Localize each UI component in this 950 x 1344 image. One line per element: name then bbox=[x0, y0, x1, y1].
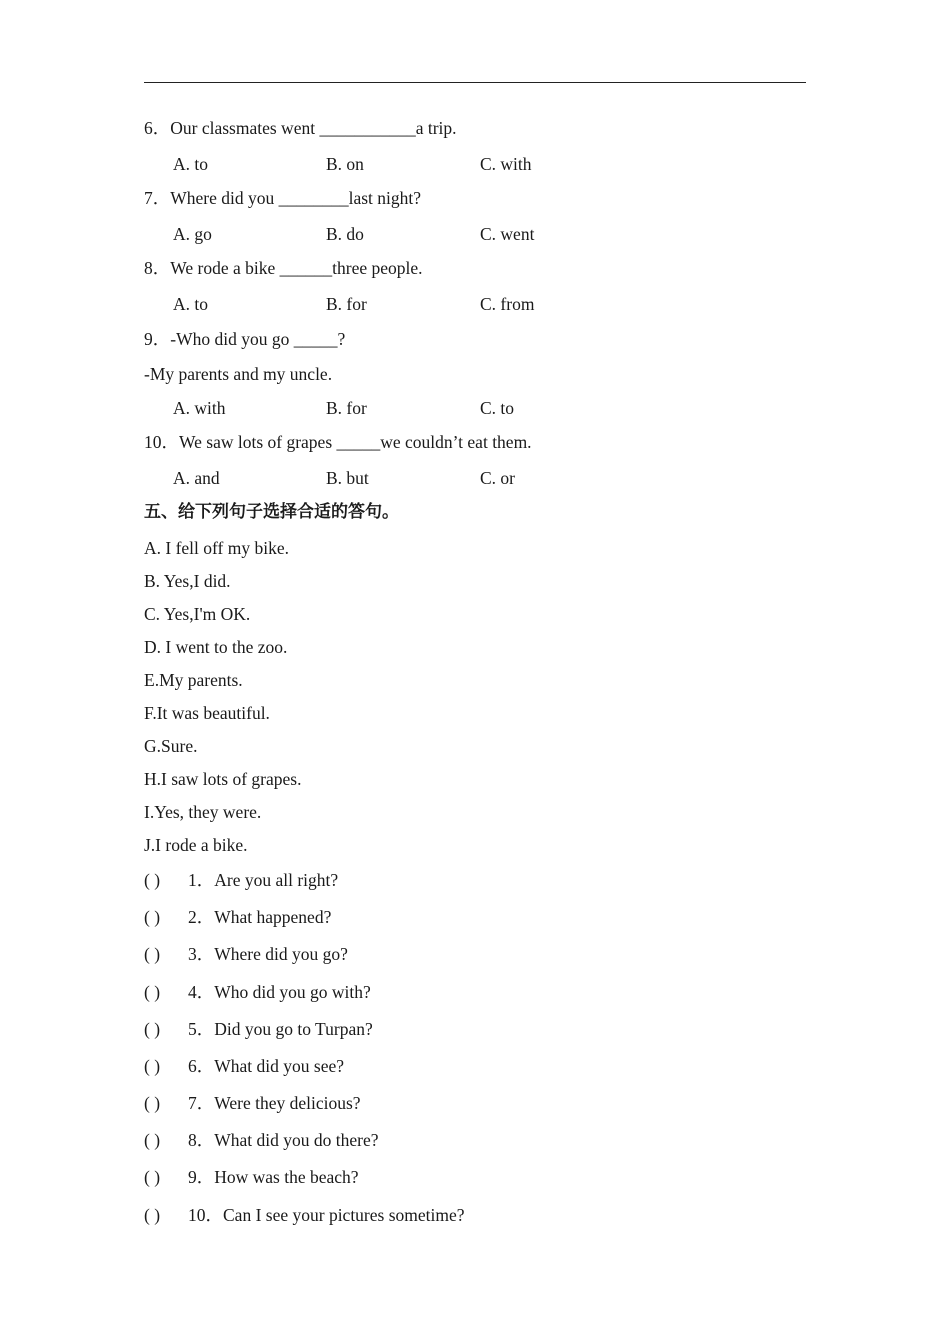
question-9-stem: 9．-Who did you go _____? bbox=[144, 329, 346, 349]
answer-option-i: I.Yes, they were. bbox=[144, 802, 262, 822]
question-10-option-b: B. but bbox=[326, 468, 369, 488]
answer-blank-5[interactable]: ( ) bbox=[144, 1019, 161, 1039]
answer-blank-3[interactable]: ( ) bbox=[144, 944, 161, 964]
answer-option-h: H.I saw lots of grapes. bbox=[144, 769, 302, 789]
answer-blank-7[interactable]: ( ) bbox=[144, 1093, 161, 1113]
match-question-2: 2．What happened? bbox=[188, 907, 332, 927]
question-6-option-b: B. on bbox=[326, 154, 364, 174]
question-10-option-a: A. and bbox=[173, 468, 220, 488]
match-question-6: 6．What did you see? bbox=[188, 1056, 344, 1076]
answer-option-j: J.I rode a bike. bbox=[144, 835, 248, 855]
question-7-stem: 7．Where did you ________last night? bbox=[144, 188, 422, 208]
match-question-10: 10．Can I see your pictures sometime? bbox=[188, 1205, 465, 1225]
answer-option-a: A. I fell off my bike. bbox=[144, 538, 289, 558]
answer-option-c: C. Yes,I'm OK. bbox=[144, 604, 251, 624]
question-10-stem: 10．We saw lots of grapes _____we couldn’t eat them. bbox=[144, 432, 532, 452]
answer-blank-10[interactable]: ( ) bbox=[144, 1205, 161, 1225]
question-8-option-a: A. to bbox=[173, 294, 208, 314]
question-8-stem: 8．We rode a bike ______three people. bbox=[144, 258, 423, 278]
question-10-option-c: C. or bbox=[480, 468, 515, 488]
answer-option-f: F.It was beautiful. bbox=[144, 703, 270, 723]
question-9-option-c: C. to bbox=[480, 398, 515, 418]
match-question-9: 9．How was the beach? bbox=[188, 1167, 359, 1187]
answer-blank-4[interactable]: ( ) bbox=[144, 982, 161, 1002]
answer-option-b: B. Yes,I did. bbox=[144, 571, 231, 591]
question-9-answer-line: -My parents and my uncle. bbox=[144, 364, 333, 384]
match-question-3: 3．Where did you go? bbox=[188, 944, 348, 964]
question-8-option-c: C. from bbox=[480, 294, 535, 314]
match-question-8: 8．What did you do there? bbox=[188, 1130, 379, 1150]
question-8-option-b: B. for bbox=[326, 294, 367, 314]
answer-blank-2[interactable]: ( ) bbox=[144, 907, 161, 927]
answer-blank-8[interactable]: ( ) bbox=[144, 1130, 161, 1150]
question-9-option-b: B. for bbox=[326, 398, 367, 418]
question-9-option-a: A. with bbox=[173, 398, 226, 418]
question-6-option-c: C. with bbox=[480, 154, 532, 174]
answer-option-g: G.Sure. bbox=[144, 736, 198, 756]
answer-blank-6[interactable]: ( ) bbox=[144, 1056, 161, 1076]
answer-blank-9[interactable]: ( ) bbox=[144, 1167, 161, 1187]
section-5-heading: 五、给下列句子选择合适的答句。 bbox=[144, 502, 399, 522]
question-7-option-a: A. go bbox=[173, 224, 212, 244]
match-question-4: 4．Who did you go with? bbox=[188, 982, 371, 1002]
header-rule bbox=[144, 82, 806, 83]
answer-option-e: E.My parents. bbox=[144, 670, 243, 690]
question-7-option-c: C. went bbox=[480, 224, 535, 244]
answer-blank-1[interactable]: ( ) bbox=[144, 870, 161, 890]
question-6-stem: 6．Our classmates went ___________a trip. bbox=[144, 118, 457, 138]
match-question-5: 5．Did you go to Turpan? bbox=[188, 1019, 373, 1039]
question-6-option-a: A. to bbox=[173, 154, 208, 174]
question-7-option-b: B. do bbox=[326, 224, 364, 244]
match-question-1: 1．Are you all right? bbox=[188, 870, 339, 890]
answer-option-d: D. I went to the zoo. bbox=[144, 637, 288, 657]
match-question-7: 7．Were they delicious? bbox=[188, 1093, 361, 1113]
